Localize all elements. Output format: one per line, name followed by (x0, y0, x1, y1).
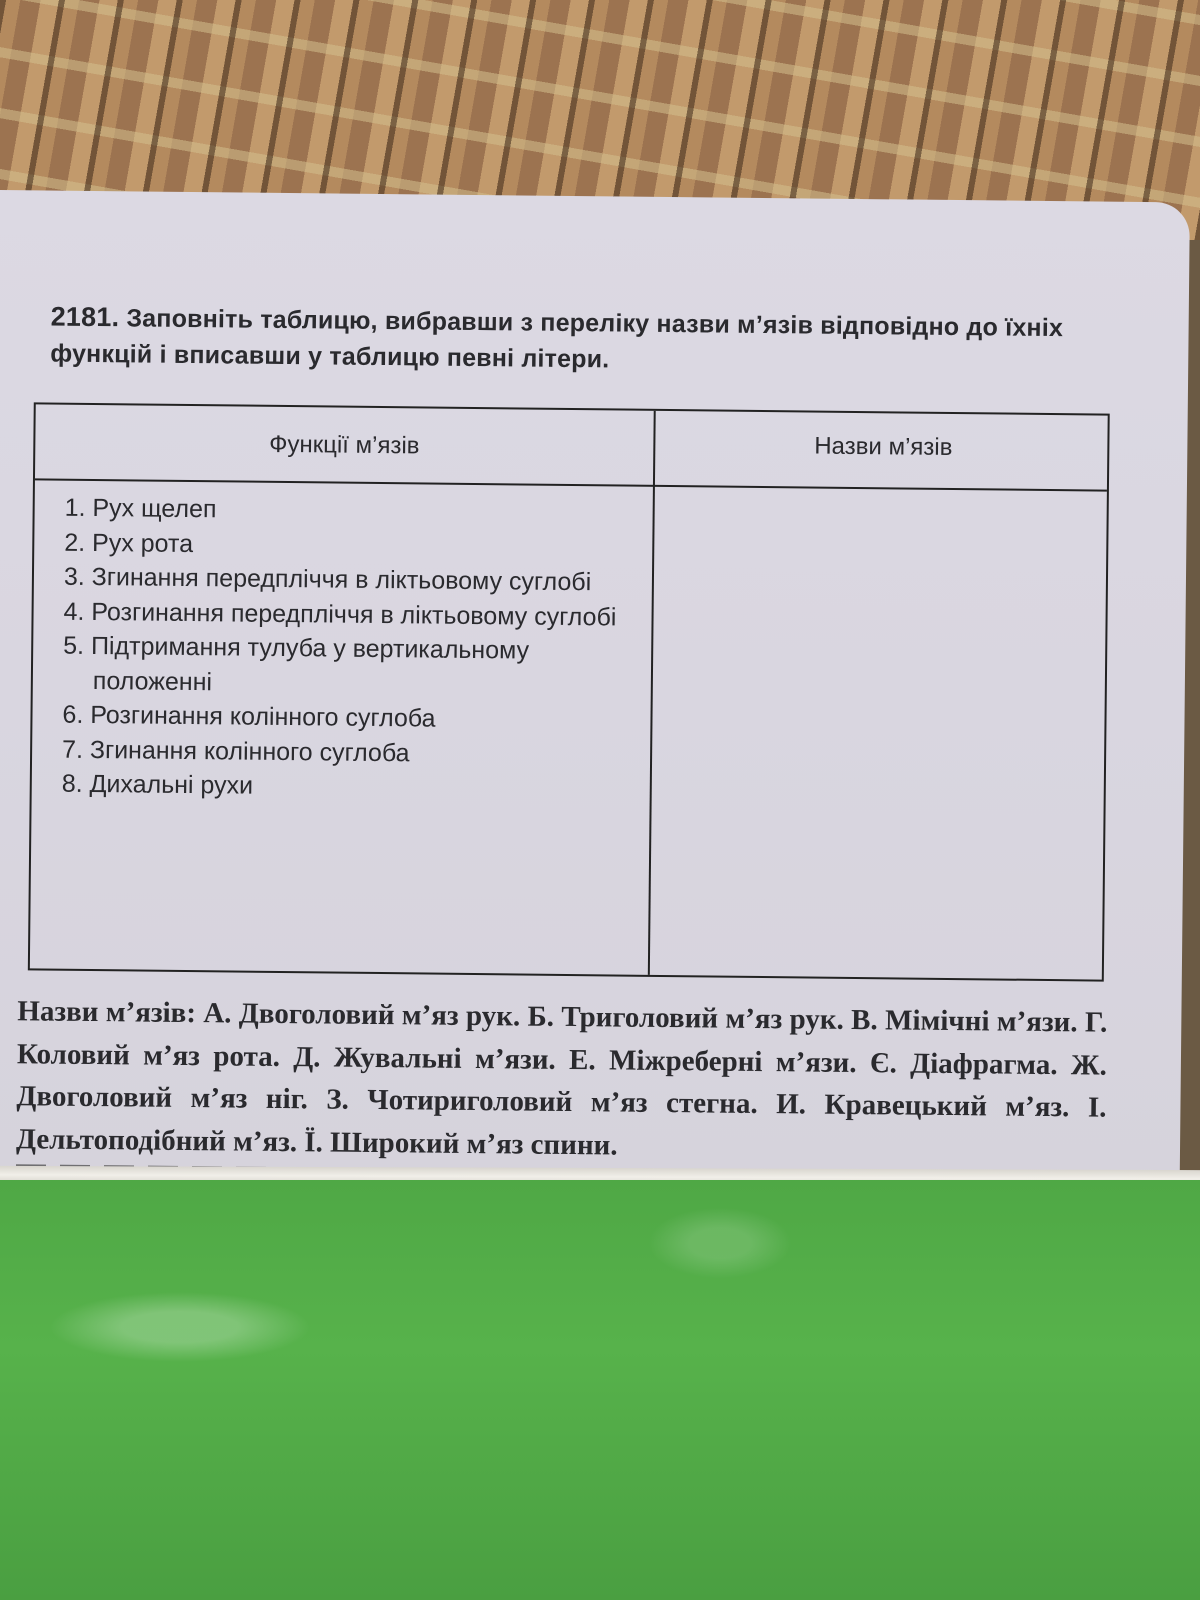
function-item: 4. Розгинання передпліччя в ліктьовому суглобі (63, 597, 617, 631)
functions-list (54, 491, 647, 808)
muscle-names-list: Назви м’язів: А. Двоголовий м’яз рук. Б. Триголовий м’яз рук. В. Мімічні м’язи. Г. Коловий м’яз рота. Д. Жувальні м’язи. Е. Міжреберні м’язи. Є. Діафрагма. Ж. Двоголовий м’яз ніг. З. Чотириголовий м’яз стегна. И. Кравецький м’яз. І. Дельтоподібний м’яз. Ї. Широкий м’яз спини. (15, 995, 1108, 1162)
muscle-functions-table (28, 402, 1110, 981)
header-names: Назви м’язів (814, 432, 953, 461)
task-number: 2181. (50, 301, 120, 333)
function-item: 8. Дихальні рухи (61, 769, 254, 800)
header-functions: Функції м’язів (269, 430, 420, 460)
function-item: 5. Підтримання тулуба у вертикальному положенні (63, 631, 530, 696)
function-item: 2. Рух рота (64, 528, 194, 558)
task-text: Заповніть таблицю, вибравши з переліку назви м’язів відповідно до їхніх функцій і вписавши у таблицю певні літери. (50, 304, 1064, 374)
book-page (0, 190, 1190, 1187)
function-item: 7. Згинання колінного суглоба (62, 735, 410, 767)
task-statement (50, 299, 1111, 383)
green-book-cover (0, 1180, 1200, 1600)
names-answer-cell[interactable] (650, 487, 1107, 980)
function-item: 6. Розгинання колінного суглоба (62, 700, 436, 733)
function-item: 1. Рух щелеп (64, 493, 217, 524)
function-item: 3. Згинання передпліччя в ліктьовому суглобі (63, 562, 592, 597)
